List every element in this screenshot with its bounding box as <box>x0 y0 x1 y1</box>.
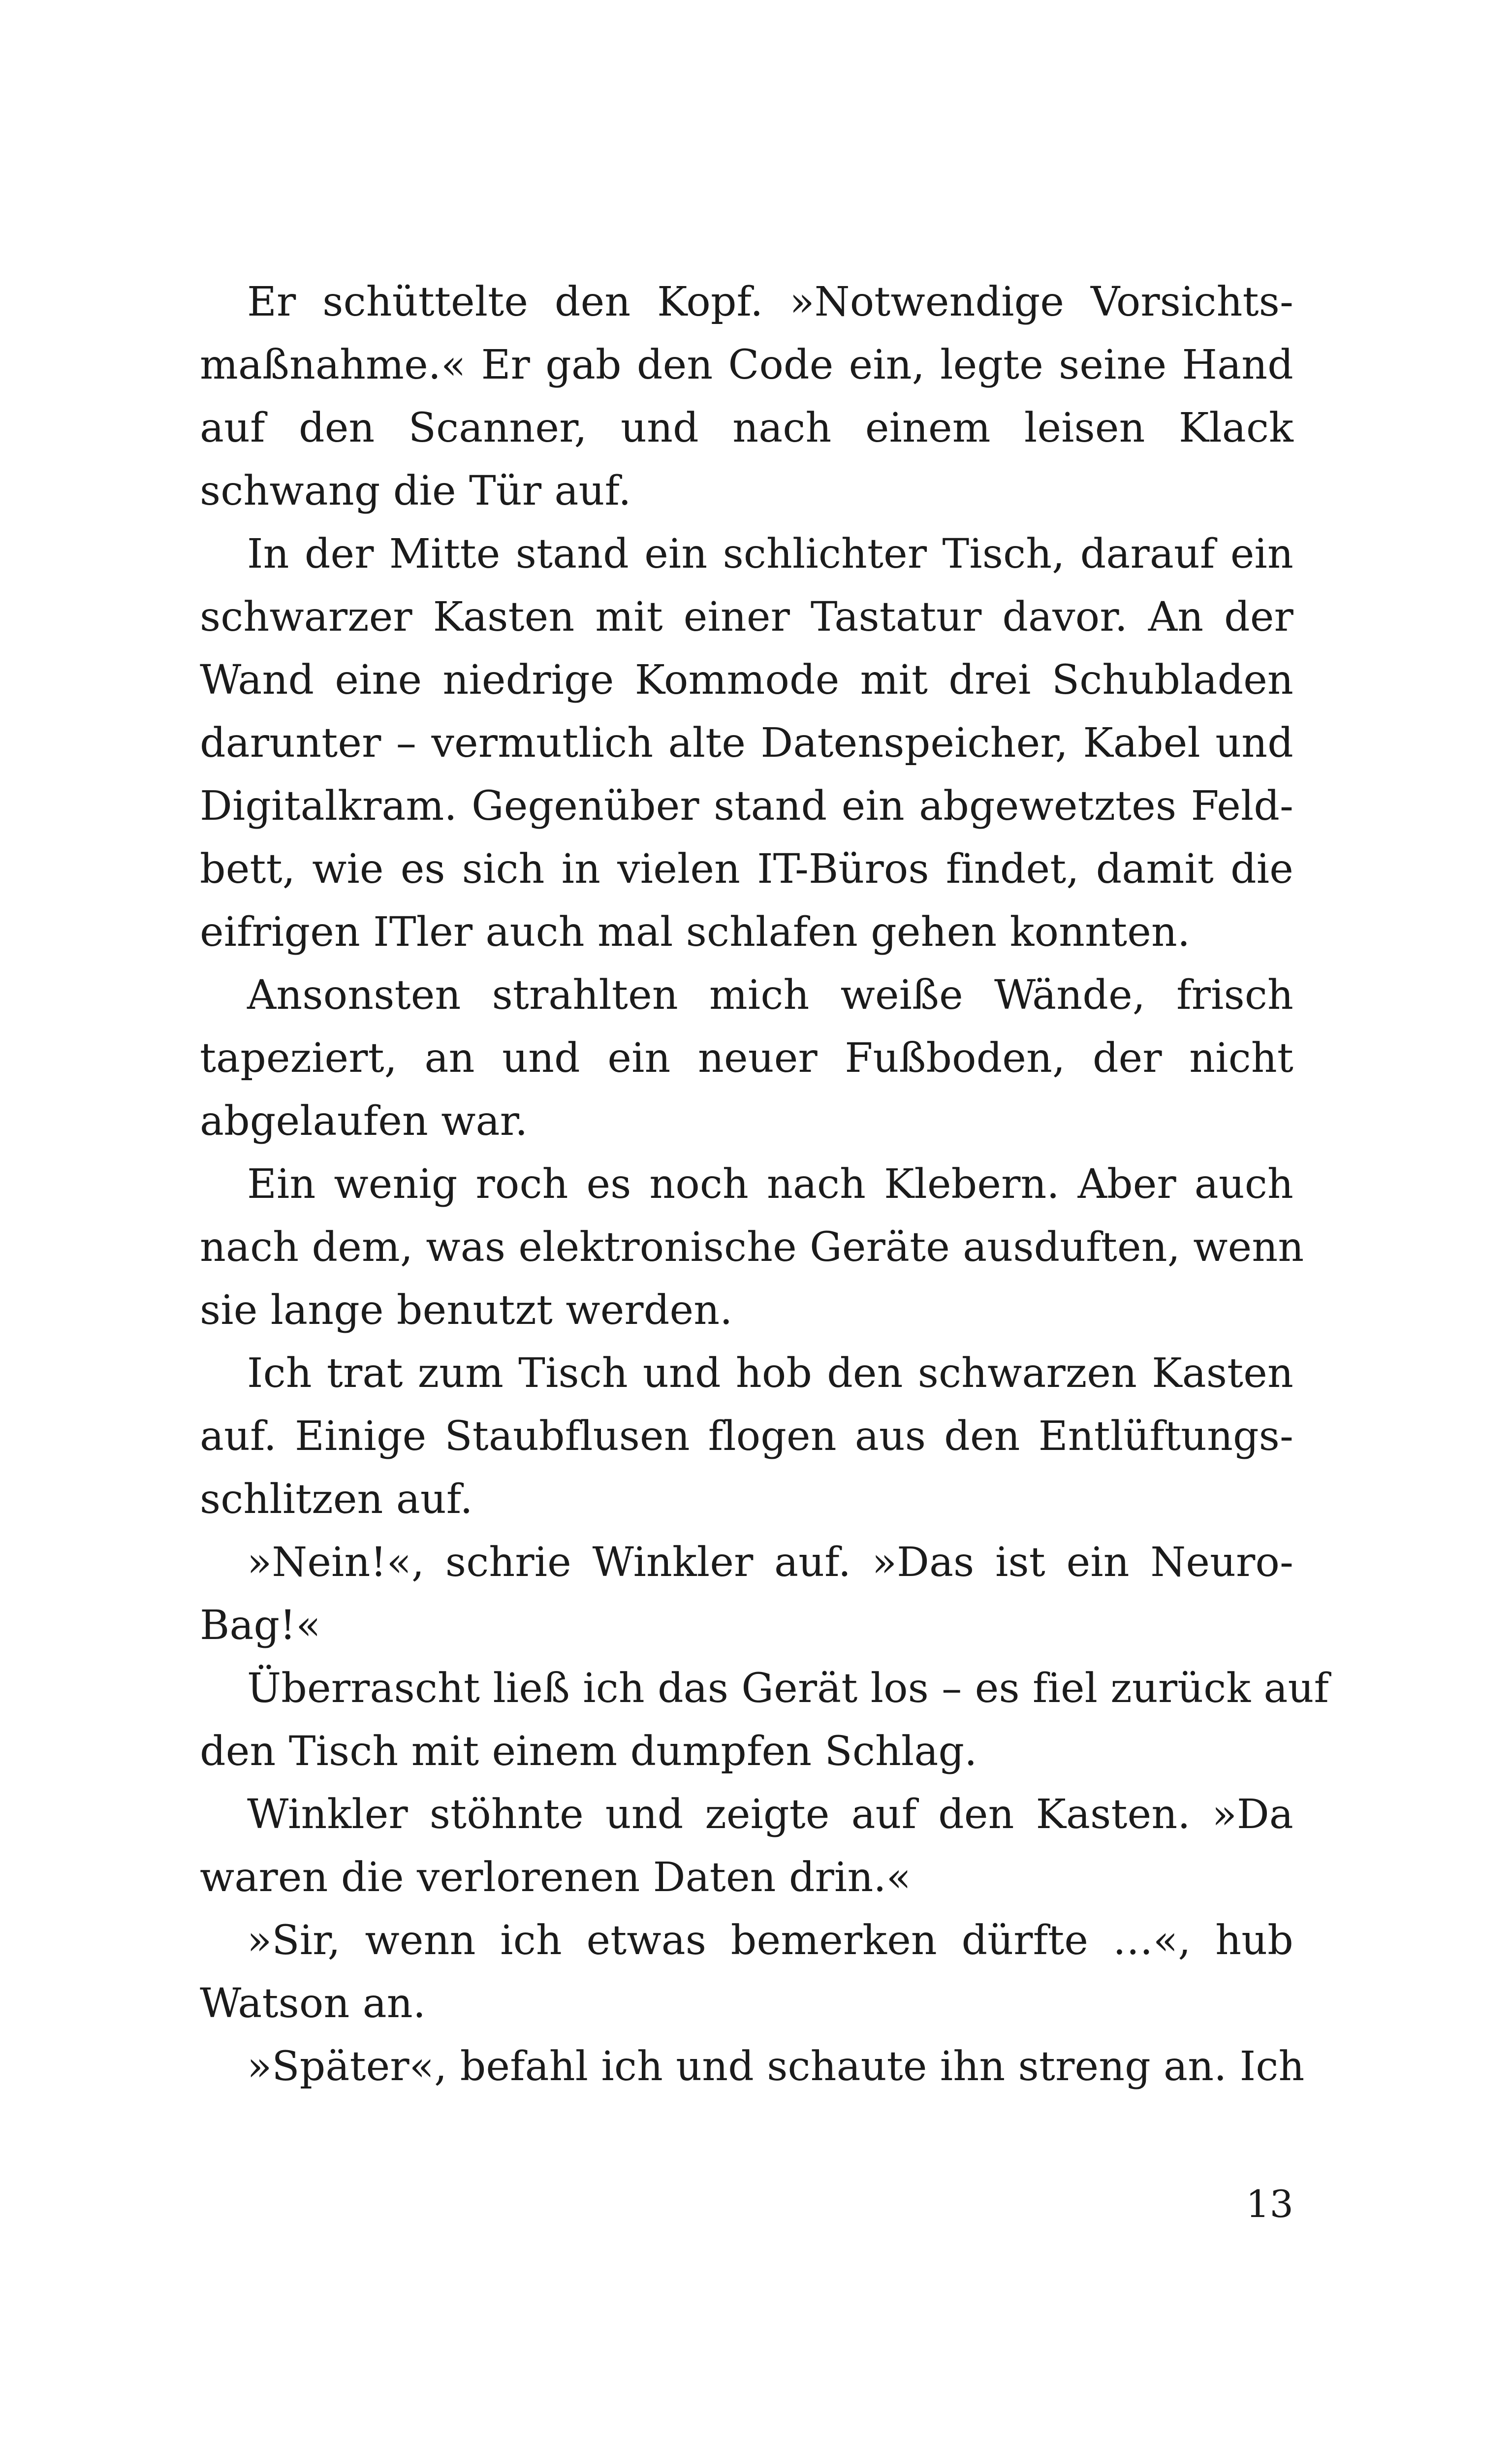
text-line: Er schüttelte den Kopf. »Notwendige Vorsichts- <box>247 279 1293 325</box>
text-line: Ansonsten strahlten mich weiße Wände, frisch <box>247 972 1293 1019</box>
text-line: auf den Scanner, und nach einem leisen Klack <box>200 405 1293 451</box>
text-line: »Später«, befahl ich und schaute ihn streng an. Ich <box>247 2043 1305 2090</box>
text-line: »Sir, wenn ich etwas bemerken dürfte …«, hub <box>247 1917 1293 1964</box>
text-line: tapeziert, an und ein neuer Fußboden, der nicht <box>200 1035 1293 1082</box>
body-text <box>200 271 1329 2098</box>
text-line: eifrigen ITler auch mal schlafen gehen konnten. <box>200 909 1191 956</box>
text-line: Winkler stöhnte und zeigte auf den Kasten. »Da <box>247 1791 1293 1838</box>
text-line: abgelaufen war. <box>200 1098 528 1145</box>
text-line: Ein wenig roch es noch nach Klebern. Aber auch <box>247 1161 1293 1208</box>
text-line: schwarzer Kasten mit einer Tastatur davor. An der <box>200 594 1293 641</box>
text-line: Überrascht ließ ich das Gerät los – es fiel zurück auf <box>247 1665 1329 1712</box>
text-line: schlitzen auf. <box>200 1476 473 1523</box>
text-line: In der Mitte stand ein schlichter Tisch, darauf ein <box>247 531 1293 578</box>
text-line: bett, wie es sich in vielen IT-Büros findet, damit die <box>200 846 1293 893</box>
text-line: Digitalkram. Gegenüber stand ein abgewetztes Feld- <box>200 783 1293 830</box>
text-line: »Nein!«, schrie Winkler auf. »Das ist ein Neuro- <box>247 1539 1293 1586</box>
text-line: Ich trat zum Tisch und hob den schwarzen Kasten <box>247 1350 1293 1397</box>
text-line: waren die verlorenen Daten drin.« <box>200 1854 912 1901</box>
page-number: 13 <box>1246 2182 1293 2226</box>
text-line: auf. Einige Staubflusen flogen aus den Entlüftungs- <box>200 1413 1293 1460</box>
text-line: darunter – vermutlich alte Datenspeicher, Kabel und <box>200 720 1293 767</box>
text-line: den Tisch mit einem dumpfen Schlag. <box>200 1728 977 1775</box>
text-line: maßnahme.« Er gab den Code ein, legte seine Hand <box>200 342 1293 388</box>
text-line: sie lange benutzt werden. <box>200 1287 733 1334</box>
text-line: Watson an. <box>200 1980 426 2027</box>
text-line: nach dem, was elektronische Geräte ausduften, wenn <box>200 1224 1304 1271</box>
text-line: schwang die Tür auf. <box>200 468 631 514</box>
text-line: Wand eine niedrige Kommode mit drei Schubladen <box>200 657 1293 704</box>
text-line: Bag!« <box>200 1602 321 1649</box>
